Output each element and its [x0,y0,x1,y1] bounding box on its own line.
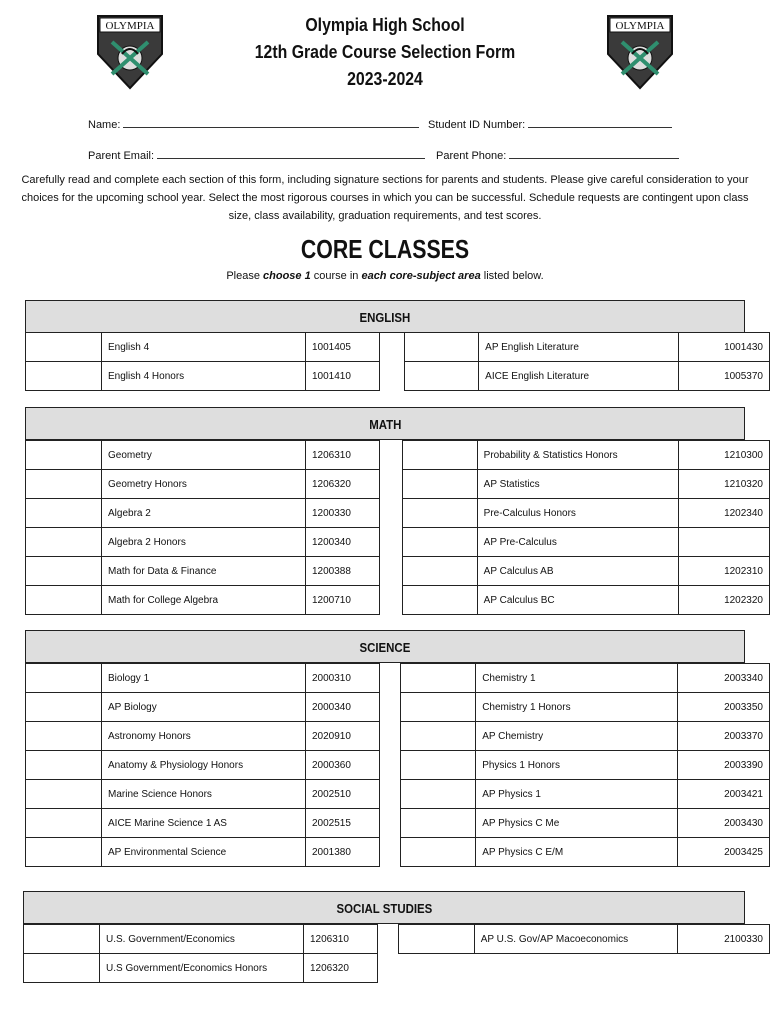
course-row [403,586,770,615]
course-code: 2003425 [678,838,770,867]
school-logo-right [604,14,676,90]
course-row [403,528,770,557]
parent-phone-label: Parent Phone: [436,150,507,162]
form-header [222,12,548,93]
course-select-box[interactable] [403,499,478,528]
course-row [403,441,770,470]
course-code: 2003390 [678,751,770,780]
course-code: 1001430 [679,333,770,362]
course-name: Chemistry 1 Honors [476,693,678,722]
course-row [401,664,770,693]
course-code: 1206320 [304,954,378,983]
course-select-box[interactable] [401,780,476,809]
course-code: 2001380 [306,838,380,867]
student-id-field[interactable] [528,117,672,128]
course-select-box[interactable] [405,362,479,391]
name-field[interactable] [123,117,419,128]
social-studies-section-header: SOCIAL STUDIES [23,891,745,924]
course-row [401,809,770,838]
course-name: Pre-Calculus Honors [477,499,678,528]
course-row [26,751,380,780]
course-name: AP Chemistry [476,722,678,751]
course-name: U.S Government/Economics Honors [100,954,304,983]
course-name: AP Physics C E/M [476,838,678,867]
social-right-table [398,924,770,954]
course-code: 2002510 [306,780,380,809]
course-select-box[interactable] [26,838,102,867]
logo-text: OLYMPIA [105,20,155,32]
course-code: 2003340 [678,664,770,693]
course-select-box[interactable] [26,693,102,722]
parent-phone-field[interactable] [509,148,679,159]
course-select-box[interactable] [26,780,102,809]
course-code: 2002515 [306,809,380,838]
school-name: Olympia High School [305,15,465,35]
course-select-box[interactable] [26,333,102,362]
course-select-box[interactable] [26,664,102,693]
course-row [401,780,770,809]
course-code: 1210320 [678,470,769,499]
course-name: AICE English Literature [479,362,679,391]
math-left-table [25,440,380,615]
course-row [26,362,380,391]
math-section-header: MATH [25,407,745,440]
course-select-box[interactable] [401,664,476,693]
name-field-row [88,117,419,131]
course-select-box[interactable] [26,751,102,780]
course-code: 2000310 [306,664,380,693]
course-row [26,470,380,499]
course-select-box[interactable] [401,809,476,838]
course-name: AP Calculus AB [477,557,678,586]
course-row [403,557,770,586]
course-select-box[interactable] [26,586,102,615]
course-select-box[interactable] [403,470,478,499]
course-name: AP Physics 1 [476,780,678,809]
core-instructions: Please choose 1 course in each core-subject area listed below. [226,270,544,282]
course-select-box[interactable] [401,722,476,751]
course-name: U.S. Government/Economics [100,925,304,954]
course-name: Algebra 2 [102,499,306,528]
course-select-box[interactable] [399,925,475,954]
english-right-table [404,332,770,391]
course-row [26,780,380,809]
course-code: 1200710 [306,586,380,615]
course-select-box[interactable] [405,333,479,362]
course-name: Geometry Honors [102,470,306,499]
course-code [678,528,769,557]
course-row [26,809,380,838]
course-name: Algebra 2 Honors [102,528,306,557]
course-row [24,954,378,983]
course-row [401,693,770,722]
course-code: 1200388 [306,557,380,586]
course-row [403,499,770,528]
course-row [24,925,378,954]
form-title: 12th Grade Course Selection Form [254,42,516,62]
course-code: 2000360 [306,751,380,780]
school-year: 2023-2024 [347,69,423,89]
course-select-box[interactable] [401,751,476,780]
course-code: 2003370 [678,722,770,751]
course-select-box[interactable] [403,441,478,470]
course-name: AP English Literature [479,333,679,362]
course-code: 1210300 [678,441,769,470]
course-code: 1005370 [679,362,770,391]
school-logo-left [94,14,166,90]
course-name: Math for College Algebra [102,586,306,615]
course-row [26,693,380,722]
course-select-box[interactable] [26,441,102,470]
course-row [401,838,770,867]
course-row [405,362,770,391]
course-code: 1202320 [678,586,769,615]
course-code: 1001405 [306,333,380,362]
english-section-header: ENGLISH [25,300,745,333]
course-row [26,499,380,528]
course-select-box[interactable] [403,557,478,586]
course-code: 1206320 [306,470,380,499]
course-select-box[interactable] [403,586,478,615]
student-id-row [428,117,672,131]
course-name: Chemistry 1 [476,664,678,693]
course-code: 1001410 [306,362,380,391]
course-name: AP Environmental Science [102,838,306,867]
course-select-box[interactable] [26,470,102,499]
course-name: AP Biology [102,693,306,722]
course-name: Probability & Statistics Honors [477,441,678,470]
course-row [26,664,380,693]
course-select-box[interactable] [403,528,478,557]
course-name: AP U.S. Gov/AP Macoeconomics [474,925,677,954]
course-name: Marine Science Honors [102,780,306,809]
course-row [26,838,380,867]
parent-email-label: Parent Email: [88,150,155,162]
course-row [403,470,770,499]
core-classes-title: CORE CLASSES [300,234,470,264]
course-select-box[interactable] [401,838,476,867]
parent-phone-row [436,148,679,162]
course-code: 1200330 [306,499,380,528]
science-left-table [25,663,380,867]
course-row [26,722,380,751]
english-left-table [25,332,380,391]
course-select-box[interactable] [26,362,102,391]
course-name: Astronomy Honors [102,722,306,751]
course-name: Physics 1 Honors [476,751,678,780]
course-code: 1202340 [678,499,769,528]
course-row [401,751,770,780]
logo-text: OLYMPIA [615,20,665,32]
course-code: 1206310 [306,441,380,470]
course-select-box[interactable] [24,954,100,983]
course-name: Math for Data & Finance [102,557,306,586]
course-name: Anatomy & Physiology Honors [102,751,306,780]
course-code: 2000340 [306,693,380,722]
course-name: AP Calculus BC [477,586,678,615]
name-label: Name: [88,119,121,131]
course-select-box[interactable] [26,722,102,751]
course-name: AICE Marine Science 1 AS [102,809,306,838]
course-code: 1202310 [678,557,769,586]
course-select-box[interactable] [26,499,102,528]
course-row [399,925,770,954]
student-id-label: Student ID Number: [428,119,526,131]
intro-text: Carefully read and complete each section of this form, including signature sections for parents and students. Please give careful consideration to your choices for the upcoming school year. Select the most rigorous courses in which you can be successful. Schedule requests are contingent upon class size, class availability, graduation requirements, and test scores. [21,174,749,222]
course-code: 2003421 [678,780,770,809]
course-code: 2003350 [678,693,770,722]
science-section-header: SCIENCE [25,630,745,663]
course-select-box[interactable] [24,925,100,954]
parent-email-field[interactable] [157,148,425,159]
course-row [405,333,770,362]
course-row [26,557,380,586]
science-right-table [400,663,770,867]
course-select-box[interactable] [26,528,102,557]
course-name: English 4 [102,333,306,362]
course-code: 2003430 [678,809,770,838]
math-right-table [402,440,770,615]
social-left-table [23,924,378,983]
course-name: English 4 Honors [102,362,306,391]
course-row [26,528,380,557]
course-code: 2020910 [306,722,380,751]
course-code: 1206310 [304,925,378,954]
course-row [26,441,380,470]
course-name: Biology 1 [102,664,306,693]
course-code: 2100330 [678,925,770,954]
parent-email-row [88,148,425,162]
course-select-box[interactable] [26,809,102,838]
course-row [26,586,380,615]
course-select-box[interactable] [401,693,476,722]
course-row [401,722,770,751]
course-name: Geometry [102,441,306,470]
course-name: AP Statistics [477,470,678,499]
course-name: AP Physics C Me [476,809,678,838]
course-select-box[interactable] [26,557,102,586]
course-row [26,333,380,362]
course-name: AP Pre-Calculus [477,528,678,557]
course-code: 1200340 [306,528,380,557]
